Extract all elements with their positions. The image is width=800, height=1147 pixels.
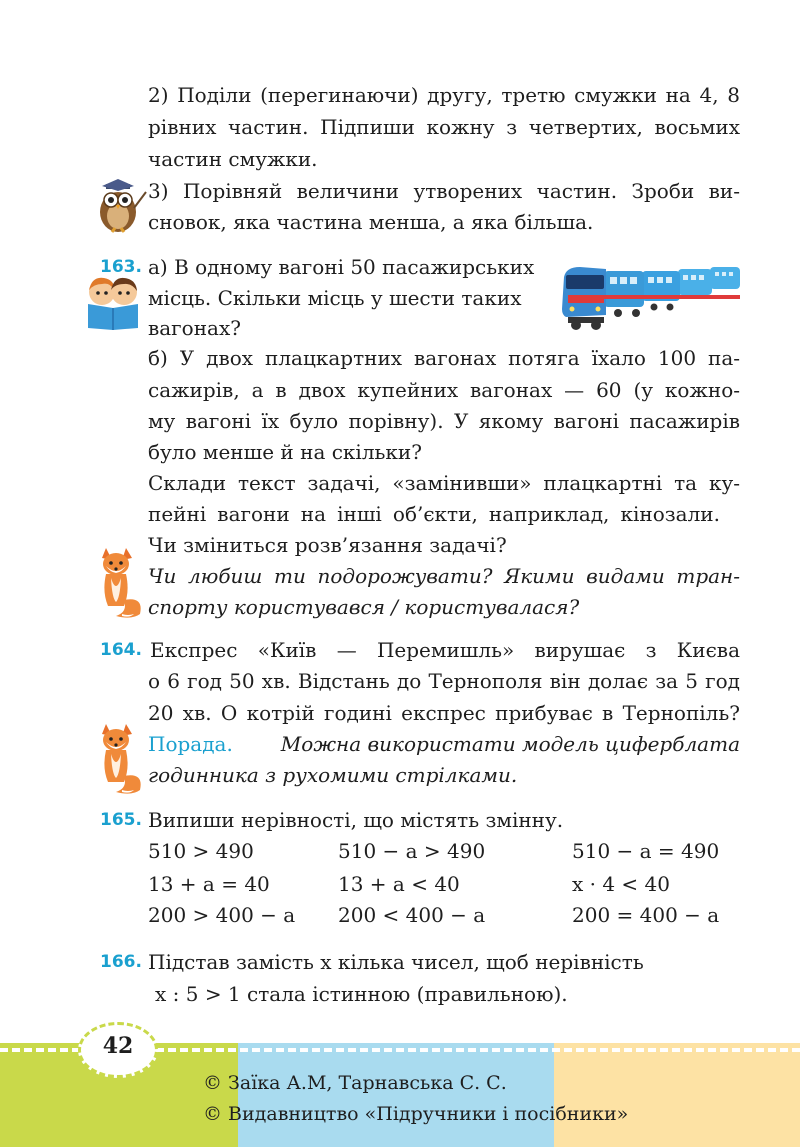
fox-icon	[92, 544, 144, 620]
tip-text-2: годинника з рухомими стрілками.	[148, 763, 518, 787]
task-163-line-5: сажирів, а в двох купейних вагонах — 60 (у кожно-	[148, 378, 740, 402]
task-164-tip-line	[148, 729, 740, 759]
task-164-line-1: Експрес «Київ — Перемишль» вирушає з Києва	[150, 638, 740, 662]
task-163-line-6: му вагоні їх було порівну). У якому вагоні пасажирів	[148, 409, 740, 433]
copyright-publisher: © Видавництво «Підручники і посібники»	[203, 1103, 629, 1125]
task-163-line-3: вагонах?	[148, 316, 241, 340]
inequality: 200 = 400 − a	[572, 903, 720, 927]
inequality: x · 4 < 40	[572, 872, 670, 896]
task-164-line-3: 20 хв. О котрій годині експрес прибуває в Тернопіль?	[148, 701, 740, 725]
inequality: 13 + a < 40	[338, 872, 460, 896]
task-163-line-8: Склади текст задачі, «замінивши» плацкартні та ку-	[148, 471, 740, 495]
task-163-line-7: було менше й на скільки?	[148, 440, 422, 464]
inequality: 510 − a > 490	[338, 839, 486, 863]
owl-icon	[90, 178, 148, 234]
footer-yellow-band	[554, 1043, 800, 1147]
inequality: 510 > 490	[148, 839, 254, 863]
fox-icon	[92, 720, 144, 796]
task-164-number: 164.	[100, 640, 142, 660]
tip-text-1: Можна використати модель циферблата	[280, 732, 740, 756]
task-163-italic-2: спорту користувався / користувалася?	[148, 595, 580, 619]
copyright-authors: © Заїка А.М, Тарнавська С. С.	[203, 1072, 507, 1094]
inequality: 200 > 400 − a	[148, 903, 296, 927]
page-number: 42	[102, 1033, 134, 1059]
task-163-line-2: місць. Скільки місць у шести таких	[148, 286, 522, 310]
task-163-line-10: Чи зміниться розв’язання задачі?	[148, 533, 507, 557]
tip-label: Порада.	[148, 732, 233, 756]
intro-line-1: 2) Поділи (перегинаючи) другу, третю смужки на 4, 8	[148, 83, 740, 107]
task-163-line-4: б) У двох плацкартних вагонах потяга їхало 100 па-	[148, 346, 740, 370]
intro-line-3: частин смужки.	[148, 147, 318, 171]
intro-line-5: сновок, яка частина менша, а яка більша.	[148, 210, 594, 234]
children-reading-icon	[82, 274, 144, 330]
task-166-number: 166.	[100, 952, 142, 972]
task-165-number: 165.	[100, 810, 142, 830]
task-163-line-9: пейні вагони на інші об’єкти, наприклад, кінозали.	[148, 502, 720, 526]
footer-blue-band	[238, 1043, 554, 1147]
inequality: 13 + a = 40	[148, 872, 270, 896]
train-icon	[560, 255, 742, 333]
task-166-line-2: x : 5 > 1 стала істинною (правильною).	[155, 982, 568, 1006]
task-163-line-1: а) В одному вагоні 50 пасажирських	[148, 255, 535, 279]
task-163-number: 163.	[100, 257, 142, 277]
task-166-line-1: Підстав замість x кілька чисел, щоб нерівність	[148, 950, 644, 974]
intro-line-2: рівних частин. Підпиши кожну з четвертих, восьмих	[148, 115, 740, 139]
task-164-line-2: о 6 год 50 хв. Відстань до Тернополя він долає за 5 год	[148, 669, 740, 693]
task-165-text: Випиши нерівності, що містять змінну.	[148, 808, 564, 832]
inequality: 200 < 400 − a	[338, 903, 486, 927]
task-163-italic-1: Чи любиш ти подорожувати? Якими видами тран-	[148, 564, 740, 588]
inequality: 510 − a = 490	[572, 839, 720, 863]
intro-line-4: 3) Порівняй величини утворених частин. Зроби ви-	[148, 179, 740, 203]
